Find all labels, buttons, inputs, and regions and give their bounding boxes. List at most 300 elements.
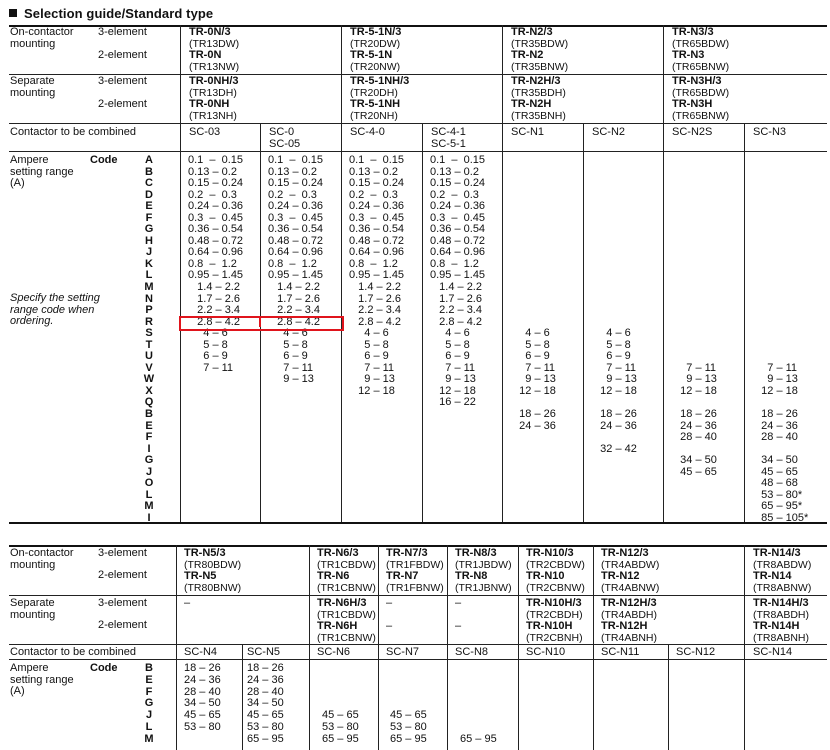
range-value: 0.2 – 0.3 [430, 188, 479, 201]
range-column-scn6 [322, 663, 359, 746]
range-value [510, 270, 556, 282]
range-value [430, 444, 485, 456]
range-value: 18 – 26 [591, 408, 637, 421]
range-column-scn8 [460, 663, 497, 746]
two-element-label: 2-element [98, 619, 147, 631]
model-group-trn12h: TR-N12H/3 (TR4ABDH) TR-N12H (TR4ABNH) [601, 597, 658, 644]
range-value: 0.15 – 0.24 [188, 177, 244, 190]
range-value [430, 478, 485, 490]
range-value [752, 236, 808, 248]
range-value: 6 – 9 [349, 350, 389, 363]
contactor-sc41: SC-4-1 SC-5-1 [431, 126, 466, 150]
two-element-label: 2-element [98, 569, 147, 581]
range-value [591, 213, 637, 225]
range-value: 4 – 6 [268, 327, 308, 340]
range-value: 24 – 36 [671, 419, 717, 432]
range-value: 1.7 – 2.6 [349, 292, 401, 305]
range-code: K [145, 257, 153, 270]
range-value [349, 455, 404, 467]
range-value: 12 – 18 [430, 384, 476, 397]
range-value: 0.48 – 0.72 [268, 234, 324, 247]
range-code: J [145, 246, 153, 259]
range-value [671, 155, 717, 167]
range-value [591, 259, 637, 271]
separate-mounting-label: Separate mounting [10, 75, 56, 99]
range-code: Q [144, 396, 154, 409]
range-code: B [145, 408, 153, 421]
range-value [510, 224, 556, 236]
range-value: 24 – 36 [510, 419, 556, 432]
range-code: B [145, 165, 153, 178]
range-code: X [145, 384, 153, 397]
range-value: 0.24 – 0.36 [188, 200, 244, 213]
model-group-trn14h: TR-N14H/3 (TR8ABDH) TR-N14H (TR8ABNH) [753, 597, 810, 644]
range-code: E [145, 200, 153, 213]
range-value: 0.36 – 0.54 [349, 223, 405, 236]
range-value: 12 – 18 [591, 384, 637, 397]
code-label: Code [90, 154, 118, 166]
ampere-label: Ampere setting range (A) [10, 662, 74, 697]
range-value [752, 270, 808, 282]
range-value: 53 – 80 [390, 720, 427, 733]
range-code: E [145, 673, 153, 686]
range-value [188, 386, 243, 398]
range-value [510, 444, 556, 456]
range-value: 2.8 – 4.2 [430, 315, 482, 328]
range-value: 24 – 36 [752, 419, 798, 432]
range-value: 9 – 13 [591, 373, 637, 386]
code-label: Code [90, 662, 118, 674]
range-value: 1.4 – 2.2 [268, 281, 320, 294]
range-value [430, 455, 485, 467]
separate-mounting-label: Separate mounting [10, 597, 56, 621]
range-value: 45 – 65 [247, 709, 284, 722]
range-code: G [144, 223, 154, 236]
range-value [510, 305, 556, 317]
range-value: 9 – 13 [752, 373, 798, 386]
range-value: 0.95 – 1.45 [188, 269, 244, 282]
range-value: 7 – 11 [430, 361, 476, 374]
range-value: 0.15 – 0.24 [349, 177, 405, 190]
range-code: L [145, 720, 153, 733]
range-value [390, 687, 427, 699]
range-value [268, 501, 323, 513]
range-value [752, 328, 808, 340]
range-code: G [144, 697, 154, 710]
range-value: 0.2 – 0.3 [268, 188, 317, 201]
range-value: 6 – 9 [188, 350, 228, 363]
range-code: D [145, 188, 153, 201]
range-value [268, 490, 323, 502]
range-value [752, 178, 808, 190]
range-value [188, 444, 243, 456]
range-value [430, 421, 485, 433]
range-value [349, 409, 404, 421]
range-code: I [147, 511, 151, 524]
range-value: 28 – 40 [247, 685, 284, 698]
range-value [510, 467, 556, 479]
range-value [591, 294, 637, 306]
range-value [752, 155, 808, 167]
range-value: 0.3 – 0.45 [188, 211, 244, 224]
range-value: 48 – 68 [752, 477, 798, 490]
range-value [510, 282, 556, 294]
range-value: 7 – 11 [752, 361, 798, 374]
range-value [188, 501, 243, 513]
range-value [349, 444, 404, 456]
range-value [591, 236, 637, 248]
model-group-trn2h: TR-N2H/3 (TR35BDH) TR-N2H (TR35BNH) [511, 75, 566, 122]
range-code: A [145, 154, 153, 166]
range-value: 2.8 – 4.2 [268, 315, 320, 328]
range-value: 0.8 – 1.2 [430, 257, 479, 270]
range-value [268, 467, 323, 479]
three-element-label: 3-element [98, 547, 147, 559]
range-column-sc40 [349, 155, 404, 525]
range-value [591, 155, 637, 167]
range-value: 65 – 95 [390, 732, 427, 745]
range-column-scn2 [591, 155, 637, 525]
range-value [510, 490, 556, 502]
range-value [752, 213, 808, 225]
range-value [671, 236, 717, 248]
range-value [752, 282, 808, 294]
contactor-scn14: SC-N14 [753, 646, 793, 658]
model-group-trn12: TR-N12/3 (TR4ABDW) TR-N12 (TR4ABNW) [601, 547, 660, 594]
range-value [510, 432, 556, 444]
range-value [322, 675, 359, 687]
range-value: 6 – 9 [268, 350, 308, 363]
range-value [188, 478, 243, 490]
range-column-scn4 [184, 663, 221, 746]
range-value [268, 409, 323, 421]
range-value: 28 – 40 [184, 685, 221, 698]
range-value [460, 710, 497, 722]
range-value: 24 – 36 [591, 419, 637, 432]
range-value: 9 – 13 [349, 373, 395, 386]
model-group-tr51n: TR-5-1N/3 (TR20DW) TR-5-1N (TR20NW) [350, 26, 402, 73]
range-value [268, 455, 323, 467]
range-value [430, 432, 485, 444]
two-element-label: 2-element [98, 49, 147, 61]
range-code: J [145, 465, 153, 478]
range-value [322, 687, 359, 699]
range-value [349, 397, 404, 409]
range-value: 1.4 – 2.2 [349, 281, 401, 294]
code-column [143, 155, 155, 525]
range-value: 0.24 – 0.36 [268, 200, 324, 213]
range-value: 0.13 – 0.2 [430, 165, 479, 178]
range-value [671, 478, 717, 490]
range-value: 0.3 – 0.45 [430, 211, 486, 224]
range-value: 7 – 11 [268, 361, 314, 374]
range-code: B [145, 662, 153, 674]
range-value: 53 – 80 [322, 720, 359, 733]
range-value [268, 478, 323, 490]
contactor-scn5: SC-N5 [247, 646, 281, 658]
range-code: G [144, 454, 154, 467]
range-value: 53 – 80 [184, 720, 221, 733]
range-value [591, 455, 637, 467]
range-value: 12 – 18 [671, 384, 717, 397]
range-value [671, 305, 717, 317]
contactor-scn7: SC-N7 [386, 646, 420, 658]
range-value [390, 675, 427, 687]
range-value: 0.2 – 0.3 [349, 188, 398, 201]
range-value [671, 259, 717, 271]
range-value [752, 317, 808, 329]
range-value: 9 – 13 [510, 373, 556, 386]
model-group-trn14: TR-N14/3 (TR8ABDW) TR-N14 (TR8ABNW) [753, 547, 812, 594]
range-value [671, 328, 717, 340]
range-value [510, 155, 556, 167]
range-value [591, 282, 637, 294]
range-value [268, 432, 323, 444]
range-value: 34 – 50 [184, 697, 221, 710]
range-value [671, 294, 717, 306]
range-value: 0.13 – 0.2 [349, 165, 398, 178]
on-contactor-label: On-contactor mounting [10, 26, 74, 50]
range-value [188, 467, 243, 479]
contactor-scn12: SC-N12 [676, 646, 716, 658]
range-value: 18 – 26 [510, 408, 556, 421]
range-value [510, 247, 556, 259]
range-value [671, 340, 717, 352]
range-value: 0.95 – 1.45 [349, 269, 405, 282]
range-value: 53 – 80 [247, 720, 284, 733]
range-value: 18 – 26 [247, 662, 284, 674]
range-value: 4 – 6 [349, 327, 389, 340]
range-value: 5 – 8 [349, 338, 389, 351]
range-value: 2.2 – 3.4 [188, 304, 240, 317]
range-code: M [144, 732, 154, 745]
range-value [510, 259, 556, 271]
range-value: 0.3 – 0.45 [268, 211, 324, 224]
model-group-trn8: TR-N8/3 (TR1JBDW) TR-N8 (TR1JBNW) [455, 547, 512, 594]
range-value [430, 467, 485, 479]
range-value: 0.8 – 1.2 [349, 257, 398, 270]
range-value [510, 478, 556, 490]
range-value [752, 294, 808, 306]
range-value: 0.1 – 0.15 [188, 154, 244, 166]
contactor-sc0: SC-0 SC-05 [269, 126, 301, 150]
range-value [591, 167, 637, 179]
contactor-scn2s: SC-N2S [672, 126, 713, 138]
contactor-label: Contactor to be combined [10, 126, 136, 138]
range-value [510, 201, 556, 213]
range-value: 5 – 8 [510, 338, 550, 351]
contactor-scn8: SC-N8 [455, 646, 489, 658]
range-value [510, 294, 556, 306]
specify-note: Specify the setting range code when ordering. [10, 292, 100, 327]
range-value [591, 178, 637, 190]
range-value [188, 397, 243, 409]
range-value: 18 – 26 [671, 408, 717, 421]
range-value [349, 490, 404, 502]
range-value [510, 455, 556, 467]
contactor-scn10: SC-N10 [526, 646, 566, 658]
range-value: 0.24 – 0.36 [430, 200, 486, 213]
range-value [188, 455, 243, 467]
range-value [752, 340, 808, 352]
range-value [671, 247, 717, 259]
range-code: L [145, 488, 153, 501]
range-value: 65 – 95 [322, 732, 359, 745]
range-value [460, 722, 497, 734]
range-value [752, 247, 808, 259]
three-element-label: 3-element [98, 75, 147, 87]
range-value: 0.13 – 0.2 [268, 165, 317, 178]
range-value: 2.2 – 3.4 [430, 304, 482, 317]
range-value: 0.8 – 1.2 [268, 257, 317, 270]
range-value: 2.8 – 4.2 [188, 315, 240, 328]
range-value: 0.48 – 0.72 [430, 234, 486, 247]
range-column-sc0 [268, 155, 323, 525]
contactor-scn4: SC-N4 [184, 646, 218, 658]
range-value: 0.2 – 0.3 [188, 188, 237, 201]
range-value: 28 – 40 [671, 431, 717, 444]
range-value: 0.95 – 1.45 [430, 269, 486, 282]
range-code: F [145, 431, 153, 444]
range-code: I [147, 442, 151, 455]
contactor-scn3: SC-N3 [753, 126, 787, 138]
range-value: 0.15 – 0.24 [430, 177, 486, 190]
range-value [752, 224, 808, 236]
range-value: 0.8 – 1.2 [188, 257, 237, 270]
range-value: 6 – 9 [510, 350, 550, 363]
range-code: W [143, 373, 155, 386]
range-value: 7 – 11 [671, 361, 717, 374]
contactor-scn1: SC-N1 [511, 126, 545, 138]
range-value [591, 247, 637, 259]
range-value: 4 – 6 [430, 327, 470, 340]
range-value: 65 – 95 [247, 732, 284, 745]
range-value [460, 698, 497, 710]
range-value: 0.95 – 1.45 [268, 269, 324, 282]
range-column-scn2s [671, 155, 717, 525]
range-value: 0.64 – 0.96 [268, 246, 324, 259]
model-group-trn3h: TR-N3H/3 (TR65BDW) TR-N3H (TR65BNW) [672, 75, 730, 122]
range-value [322, 663, 359, 675]
range-value: 2.8 – 4.2 [349, 315, 401, 328]
bullet-square-icon [9, 9, 17, 17]
range-value: 6 – 9 [591, 350, 631, 363]
range-value [268, 444, 323, 456]
range-value [460, 663, 497, 675]
range-value [591, 201, 637, 213]
model-group-trn6h: TR-N6H/3 (TR1CBDW) TR-N6H (TR1CBNW) [317, 597, 376, 644]
range-value [268, 386, 323, 398]
ampere-label: Ampere setting range (A) [10, 154, 74, 189]
range-value [671, 501, 717, 513]
range-code: R [145, 315, 153, 328]
range-value [188, 374, 243, 386]
range-value [671, 201, 717, 213]
range-value [349, 467, 404, 479]
range-value [671, 282, 717, 294]
three-element-label: 3-element [98, 26, 147, 38]
range-value: 9 – 13 [430, 373, 476, 386]
range-value [671, 270, 717, 282]
range-value: 12 – 18 [752, 384, 798, 397]
range-value [460, 687, 497, 699]
range-value: 0.36 – 0.54 [268, 223, 324, 236]
range-value: 7 – 11 [591, 361, 637, 374]
contactor-scn6: SC-N6 [317, 646, 351, 658]
range-value [671, 213, 717, 225]
range-value: 0.1 – 0.15 [430, 154, 486, 166]
range-value: 45 – 65 [322, 709, 359, 722]
range-value: 4 – 6 [591, 327, 631, 340]
range-column-scn1 [510, 155, 556, 525]
range-value: 5 – 8 [188, 338, 228, 351]
range-value [510, 167, 556, 179]
range-value: 53 – 80* [752, 488, 803, 501]
range-value: 18 – 26 [184, 662, 221, 674]
range-column-scn5 [247, 663, 284, 746]
range-value [591, 270, 637, 282]
range-value: 9 – 13 [268, 373, 314, 386]
range-code: J [145, 709, 153, 722]
range-value [349, 421, 404, 433]
model-group-trn10h: TR-N10H/3 (TR2CBDH) TR-N10H (TR2CBNH) [526, 597, 583, 644]
model-group-trn10: TR-N10/3 (TR2CBDW) TR-N10 (TR2CBNW) [526, 547, 585, 594]
range-value: 45 – 65 [390, 709, 427, 722]
range-value: 4 – 6 [510, 327, 550, 340]
range-value [671, 190, 717, 202]
range-value: 9 – 13 [671, 373, 717, 386]
range-value [591, 190, 637, 202]
range-value: 0.15 – 0.24 [268, 177, 324, 190]
on-contactor-label: On-contactor mounting [10, 547, 74, 571]
range-code: E [145, 419, 153, 432]
range-value [752, 305, 808, 317]
range-value: 0.64 – 0.96 [430, 246, 486, 259]
range-value [188, 409, 243, 421]
model-group-trn7-sep: – – [386, 597, 393, 632]
range-value [752, 167, 808, 179]
range-code: F [145, 685, 153, 698]
range-value: 0.36 – 0.54 [188, 223, 244, 236]
range-code: S [145, 327, 153, 340]
range-value [591, 305, 637, 317]
range-value [671, 224, 717, 236]
range-value: 1.7 – 2.6 [188, 292, 240, 305]
range-value [188, 432, 243, 444]
range-code: M [144, 281, 154, 294]
range-value [671, 490, 717, 502]
range-code: T [145, 338, 153, 351]
range-value: 0.48 – 0.72 [349, 234, 405, 247]
range-value [430, 501, 485, 513]
range-code: N [145, 292, 153, 305]
range-value: 2.2 – 3.4 [349, 304, 401, 317]
range-value: 6 – 9 [430, 350, 470, 363]
range-value: 45 – 65 [671, 465, 717, 478]
range-value: 32 – 42 [591, 442, 637, 455]
range-value: 0.64 – 0.96 [188, 246, 244, 259]
range-value [430, 409, 485, 421]
range-value: 7 – 11 [188, 361, 234, 374]
range-value [671, 167, 717, 179]
range-value: 7 – 11 [349, 361, 395, 374]
contactor-label: Contactor to be combined [10, 646, 136, 658]
range-value: 65 – 95* [752, 500, 803, 513]
three-element-label: 3-element [98, 597, 147, 609]
range-value: 18 – 26 [752, 408, 798, 421]
range-value: 12 – 18 [349, 384, 395, 397]
range-value: 45 – 65 [752, 465, 798, 478]
